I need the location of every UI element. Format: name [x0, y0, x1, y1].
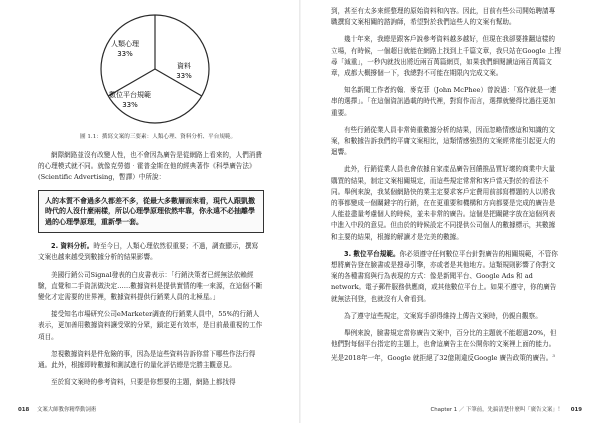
- paragraph-text: 你必須遵守任何數位平台針對廣告的相關規範，不管你想將廣告登在臉書或是搜尋引擎，亦或者是其他地方。這類規則影響了你對文案的各種書寫與行為表現的方式：像是新聞平台、Google Ads 和 ad network。電子郵件服務供應商，或其他數位平台上。如果不遵守，你的廣告就無法刊登，也就沒有人會看到。: [331, 249, 558, 303]
- chapter-title: Chapter 1 ／ 下筆前，先搞清楚什麼叫「廣告文案」！: [430, 407, 564, 413]
- paragraph: 此外，行銷從業人員也會依據自家產品廣告回饋推品質好壞的商業中大量購買的結果，制定文案相關規定，而這些規定常常和客戶當天對於的看法不同。舉例來說，我某個網路快的業主定要求客戶定費用前部寫標題的人以將我的事都變成一個關鍵字的行銷，在在更重要和機構和方向都要是完成的廣告是人能並盡量考慮個人的時候，並未非常的廣告。這個是把關鍵字放在這個列表中進入中段的意見。但由於的時候設定不同提供公司個人的數據標示，其數據和主要的結果，根據的解讀才是完美的數據。: [331, 165, 556, 241]
- pie-chart-figure: [50, 6, 270, 132]
- paragraph: 知名新聞工作者約翰．麥克菲（John McPhee）曾說過：「寫作就是一連串的選擇」。「在這個資訊過載的時代裡，對寫作而言，選擇就變得比過往更加重要。: [331, 86, 557, 117]
- paragraph: [331, 249, 561, 305]
- quote-text: 人的本質不會過多久都差不多，從最大多數層面來看，現代人跟凱撒時代的人沒什麼兩樣，所以心理學原理依然牢靠，你永遠不必抽離學過的心理學原理，重新學一套。: [45, 196, 255, 226]
- paragraph: [38, 241, 264, 263]
- slice-label-data: 資料: [177, 62, 191, 70]
- right-page: [301, 0, 600, 423]
- slice-label-platform: 數位平台規範: [109, 91, 151, 99]
- paragraph: 忽視數據資料是件危險的事，因為是這些資料告訴你當下哪些作法行得通。此外，根據即時數據和測試進行的量化評估總是完勝主觀意見。: [38, 349, 256, 369]
- quote-box: [38, 190, 264, 234]
- slice-pct-psychology: 33%: [117, 50, 133, 58]
- slice-pct-platform: 33%: [122, 101, 138, 109]
- right-body: [331, 6, 561, 365]
- paragraph: 至於寫文案時的參考資料，只要是你想要的主題，網路上都找得: [51, 378, 236, 387]
- page-number: 018: [18, 407, 30, 413]
- paragraph: 到，甚至有太多來經整理的原始資料和內容。因此，目前有些公司開始聘請專職撰寫文案相關的諮詢師，希望對於我們這些人的文案有幫助。: [331, 7, 556, 27]
- right-footer: [430, 405, 588, 413]
- slice-pct-data: 33%: [176, 72, 192, 80]
- left-page: [0, 0, 299, 423]
- section-heading: 2. 資料分析。: [51, 242, 94, 251]
- left-body: [38, 150, 264, 388]
- book-title: 文案大師教你精準動詞術: [36, 407, 97, 413]
- paragraph: 有些行銷從業人員非常倚重數據分析的結果，因而忽略情感這和知識的文案，和數據告訴我們的平庸文案相比，這類情感強烈的文案經常能引起更大的迴響。: [331, 125, 556, 157]
- slice-label-psychology: 人類心理: [111, 40, 139, 48]
- paragraph: 網際網路並沒有改變人性，也不會因為廣告是從網路上看來的，人們消費的心理模式就不同。就像克勞德‧霍普金斯在他的經典著作《科學廣告法》(Scientific Advertising，暫譯）中所說：: [38, 151, 262, 182]
- left-footer: [12, 405, 96, 413]
- paragraph: 接受知名市場研究公司eMarketer調查的行銷業人員中，55%的行銷人表示，更加善用數據資料讓受眾的分眾，鎖定更有效率，是目前最重視的工作項目。: [38, 310, 263, 341]
- paragraph-text: 舉例來說，臉書規定當你廣告文案中，百分比的主題就不能超過20%，但他們對每個平台指定的主題上，也會這廣告主在公開你的文案裡上面的能力。光是2018年一年，Google 就拒絕了32億則違反Google 廣告政策的廣告。: [331, 329, 557, 363]
- paragraph-text: 時至今日，人類心理依然很重要；不過，調查顯示，撰寫文案也越來越受到數據分析的結果影響。: [38, 242, 259, 262]
- paragraph: [331, 328, 561, 365]
- footnote-marker: 3: [552, 353, 555, 359]
- paragraph: 為了遵守這些規定，文案寫手卻得維持上傳告文案時，仍親自觀察。: [344, 311, 542, 320]
- section-heading: 3. 數位平台規範。: [344, 249, 400, 258]
- figure-caption: 圖 1.1：撰寫文案的三要素：人類心理、資料分析、平台規範。: [80, 134, 237, 140]
- paragraph: 幾十年來，我總是跟客戶說參考資料越多越好，但現在我卻要推翻這樣的立場，有時候，一個超日就能在網路上找到上千篇文章，我只站在Google 上搜尋「減重」，一秒內就找出將近兩百萬篇網頁，如果我們細閱讀這兩百萬篇文章，成都大概撐個一下，我總對不可能在期限內完成文案。: [331, 35, 561, 78]
- page-number: 019: [570, 407, 582, 413]
- paragraph: 美國行銷公司Signal發表的白皮書表示：「行銷決策者已經無法依賴經驗，直覺和二手資訊做決定……數據資料是提供實情的唯一來源，在這個不斷變化才定需要的世界裡，數據資料提供行銷業人員的北極星。」: [38, 270, 263, 301]
